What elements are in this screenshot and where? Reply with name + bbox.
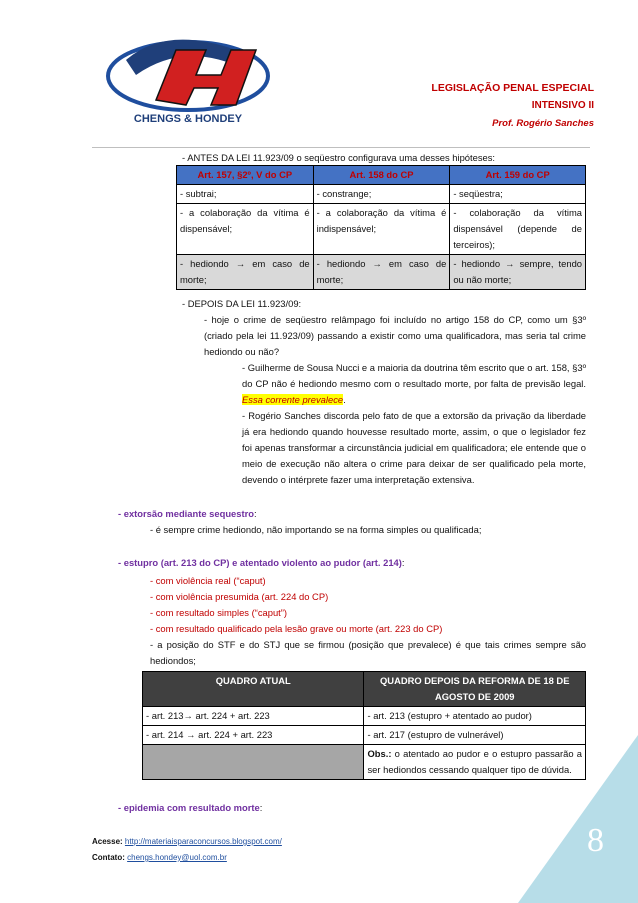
doc-title: LEGISLAÇÃO PENAL ESPECIAL [431, 82, 594, 94]
footer-contact [92, 853, 227, 862]
table-header: Art. 157, §2º, V do CP [177, 166, 314, 185]
contact-email-link[interactable]: chengs.hondey@uol.com.br [127, 853, 227, 862]
footer-access [92, 837, 282, 846]
extorsao-text: - é sempre crime hediondo, não importando se na forma simples ou qualificada; [150, 524, 482, 535]
table-header: QUADRO DEPOIS DA REFORMA DE 18 DE AGOSTO DE 2009 [364, 672, 586, 707]
after-law-heading: - DEPOIS DA LEI 11.923/09: [182, 298, 302, 309]
prevailing-highlight: Essa corrente prevalece [242, 394, 344, 405]
before-law-intro: - ANTES DA LEI 11.923/09 o seqüestro configurava uma desses hipóteses: [182, 152, 496, 163]
table-cell: - a colaboração da vítima é dispensável; [177, 204, 314, 255]
chengs-hondey-logo [96, 30, 280, 128]
contact-label: Contato: [92, 853, 125, 862]
estupro-heading: - estupro (art. 213 do CP) e atentado violento ao pudor (art. 214): [118, 557, 405, 568]
professor-name: Prof. Rogério Sanches [492, 118, 594, 129]
table-row [177, 204, 586, 255]
table-cell: - subtrai; [177, 185, 314, 204]
obs-label: Obs.: [367, 748, 392, 759]
table-cell: - hediondo → sempre, tendo ou não morte; [450, 255, 586, 290]
table-cell: - art. 217 (estupro de vulnerável) [364, 726, 586, 745]
table-cell: - art. 213→ art. 224 + art. 223 [143, 707, 364, 726]
page-number: 8 [587, 822, 604, 859]
table-cell: - art. 213 (estupro + atentado ao pudor) [364, 707, 586, 726]
table-header: Art. 158 do CP [313, 166, 450, 185]
course-name: INTENSIVO II [531, 100, 594, 111]
logo-text: CHENGS & HONDEY [133, 113, 243, 125]
after-law-text: - hoje o crime de seqüestro relâmpago foi incluído no artigo 158 do CP, como um §3º (criado pela lei 11.923/09) passando a existir como uma qualificadora, mas seria tal crime hediondo ou não? [204, 314, 586, 357]
table-cell: - seqüestra; [450, 185, 586, 204]
table-header: QUADRO ATUAL [143, 672, 364, 707]
before-law-table [176, 165, 586, 290]
table-row [143, 707, 586, 726]
empty-cell [143, 745, 364, 780]
estupro-item: - com violência presumida (art. 224 do CP) [150, 591, 329, 602]
table-cell: - constrange; [313, 185, 450, 204]
table-cell: - art. 214 → art. 224 + art. 223 [143, 726, 364, 745]
access-link[interactable]: http://materiaisparaconcursos.blogspot.com/ [124, 837, 282, 846]
sanches-paragraph: - Rogério Sanches discorda pelo fato de que a extorsão da privação da liberdade já era hediondo quando houvesse resultado morte, assim, o que o legislador fez foi apenas transformar a circunstância judicial em qualificadora; ele entende que o meio de execução não altera o crime para deixar de ser qualificado pela morte, devendo o intérprete fazer uma interpretação extensiva. [242, 410, 586, 485]
table-row [177, 185, 586, 204]
estupro-item: - com violência real (“caput) [150, 575, 266, 586]
table-row [177, 255, 586, 290]
table-cell: - colaboração da vítima dispensável (depende de terceiros); [450, 204, 586, 255]
nucci-text: - Guilherme de Sousa Nucci e a maioria da doutrina têm escrito que o art. 158, §3º do CP não é hediondo mesmo com o resultado morte, por falta de previsão legal. [242, 362, 586, 389]
page-corner-decoration [518, 735, 638, 903]
obs-text: o atentado ao pudor e o estupro passarão a ser hediondos cessando qualquer tipo de dúvida. [367, 748, 582, 775]
extorsao-heading: - extorsão mediante sequestro: [118, 508, 257, 519]
access-label: Acesse: [92, 837, 123, 846]
nucci-paragraph: - Guilherme de Sousa Nucci e a maioria da doutrina têm escrito que o art. 158, §3º do CP não é hediondo mesmo com o resultado morte, por falta de previsão legal. Essa corrente prevalece. [242, 362, 586, 405]
table-cell: - a colaboração da vítima é indispensável; [313, 204, 450, 255]
estupro-item: - com resultado simples (“caput”) [150, 607, 288, 618]
header-divider [92, 147, 590, 148]
epidemia-heading: - epidemia com resultado morte: [118, 802, 263, 813]
stf-position: - a posição do STF e do STJ que se firmou (posição que prevalece) é que tais crimes sempre são hediondos; [150, 639, 586, 666]
table-cell: - hediondo → em caso de morte; [313, 255, 450, 290]
table-cell: - hediondo → em caso de morte; [177, 255, 314, 290]
estupro-item: - com resultado qualificado pela lesão grave ou morte (art. 223 do CP) [150, 623, 443, 634]
table-header: Art. 159 do CP [450, 166, 586, 185]
